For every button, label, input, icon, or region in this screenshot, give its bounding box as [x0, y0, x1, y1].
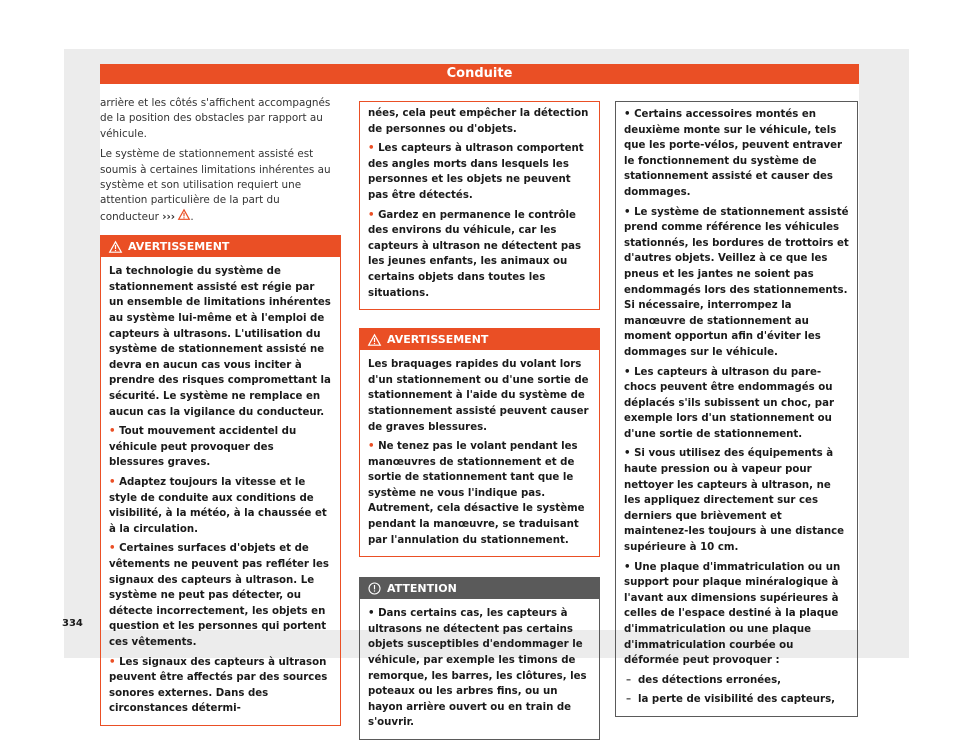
warning-box-header — [101, 236, 340, 257]
bullet-icon: • — [368, 143, 375, 155]
list-item: • Les capteurs à ultrason du pare-chocs peuvent être endommagés ou déplacés s'ils subissent un choc, par exemple lors d'un stationnement ou d'une sortie de stationnement. — [624, 366, 834, 440]
bullet-icon: • — [109, 543, 116, 555]
warning-intro: La technologie du système de stationnement assisté est régie par un ensemble de limitations inhérentes au système lui-même et à l'emploi de capteurs à ultrasons. L'utilisation du système de stationnement assisté ne devra en aucun cas vous inciter à prendre des risques compromettant la sécurité. Le système ne remplace en aucun cas la vigilance du conducteur. — [109, 266, 331, 418]
bullet-icon: • — [368, 608, 375, 620]
attention-title: ATTENTION — [387, 582, 457, 596]
list-item: • Les capteurs à ultrason comportent des angles morts dans lesquels les personnes et les objets ne peuvent pas être détectés. — [368, 143, 584, 201]
bullet-icon: • — [109, 476, 116, 488]
list-item: • Tout mouvement accidentel du véhicule peut provoquer des blessures graves. — [109, 426, 297, 469]
warning-box — [359, 328, 600, 557]
list-item: • Le système de stationnement assisté prend comme référence les véhicules stationnés, les bordures de trottoirs et d'autres objets. Veillez à ce que les pneus et les jantes ne soient pas endommagés lors des stationnements. Si nécessaire, interrompez la manœuvre de stationnement au moment opportun afin d'éviter les dommages sur le véhicule. — [624, 206, 849, 358]
warning-box-continued — [359, 101, 600, 310]
section-header: Conduite — [100, 64, 859, 84]
bullet-icon: • — [624, 448, 631, 460]
list-item: • Les signaux des capteurs à ultrason peuvent être affectés par des sources sonores externes. Dans des circonstances détermi- — [109, 656, 328, 715]
list-item: • Gardez en permanence le contrôle des environs du véhicule, car les capteurs à ultrason ne détectent pas les jeunes enfants, les animaux ou certains objets dans toutes les situations. — [368, 209, 582, 299]
warning-box — [100, 235, 341, 726]
warning-title: AVERTISSEMENT — [128, 240, 230, 254]
list-item: • Adaptez toujours la vitesse et le style de conduite aux conditions de visibilité, à la météo, à la chaussée et à la circulation. — [109, 476, 327, 535]
list-item: • Certains accessoires montés en deuxième monte sur le véhicule, tels que les porte-vélos, peuvent entraver le fonctionnement du système de stationnement assisté et causer des dommages. — [624, 109, 843, 198]
warning-continued-text: nées, cela peut empêcher la détection de personnes ou d'objets. — [368, 108, 589, 135]
page-number: 334 — [62, 618, 83, 629]
paragraph-text: Le système de stationnement assisté est soumis à certaines limitations inhérentes au système et son utilisation requiert une attention particulière de la part du conducteur — [100, 148, 331, 223]
cross-reference-arrows: ››› — [162, 210, 176, 223]
list-item: • Certaines surfaces d'objets et de vêtements ne peuvent pas refléter les signaux des capteurs à ultrason. Le système ne peut pas détecter, ou détecte incorrectement, les objets en question et les personnes qui portent ces vêtements. — [109, 543, 329, 648]
warning-triangle-icon — [368, 334, 381, 346]
warning-intro: Les braquages rapides du volant lors d'un stationnement ou d'une sortie de stationnement à l'aide du système de stationnement assisté peuvent causer de graves blessures. — [368, 359, 589, 433]
column-1 — [100, 96, 341, 726]
bullet-icon: • — [624, 561, 631, 573]
bullet-icon: • — [109, 426, 116, 438]
list-item: • Dans certains cas, les capteurs à ultrasons ne détectent pas certains objets susceptibles d'endommager le véhicule, par exemple les timons de remorque, les barres, les clôtures, les poteaux ou les arbres fins, ou un hayon arrière ouvert ou en train de s'ouvrir. — [368, 608, 587, 729]
bullet-icon: • — [624, 206, 631, 218]
bullet-icon: • — [368, 441, 375, 453]
list-item: • Une plaque d'immatriculation ou un support pour plaque minéralogique à l'avant aux dimensions supérieures à celles de l'espace destiné à la plaque d'immatriculation ou une plaque d'immatriculation courbée ou déformée peut provoquer : — [624, 561, 841, 667]
column-3 — [615, 101, 858, 717]
sub-list-item: – la perte de visibilité des capteurs, — [624, 692, 849, 708]
bullet-icon: • — [624, 109, 631, 120]
bullet-icon: • — [368, 209, 375, 221]
warning-title: AVERTISSEMENT — [387, 333, 489, 347]
list-item: • Ne tenez pas le volant pendant les manœuvres de stationnement et de sortie de stationnement tant que le système ne vous l'indique pas. Autrement, cela désactive le système pendant la manœuvre, se traduisant par l'annulation du stationnement. — [368, 441, 585, 546]
paragraph: Le système de stationnement assisté est soumis à certaines limitations inhérentes au système et son utilisation requiert une attention particulière de la part du conducteur ››› . — [100, 148, 331, 223]
warning-box-header — [360, 329, 599, 350]
attention-box-continued — [615, 101, 858, 717]
column-2 — [359, 101, 600, 740]
paragraph: arrière et les côtés s'affichent accompagnés de la position des obstacles par rapport au véhicule. — [100, 97, 331, 140]
bullet-icon: • — [109, 656, 116, 668]
sub-list-item: – des détections erronées, — [624, 673, 849, 689]
list-item: • Si vous utilisez des équipements à haute pression ou à vapeur pour nettoyer les capteurs à ultrason, ne les appliquez directement sur ces derniers que brièvement et maintenez-les toujours à une distance supérieure à 10 cm. — [624, 448, 845, 554]
attention-box — [359, 577, 600, 740]
bullet-icon: • — [624, 366, 631, 378]
attention-box-header — [360, 578, 599, 599]
info-circle-icon — [368, 582, 381, 595]
warning-triangle-icon — [109, 241, 122, 253]
warning-triangle-icon — [178, 209, 190, 220]
